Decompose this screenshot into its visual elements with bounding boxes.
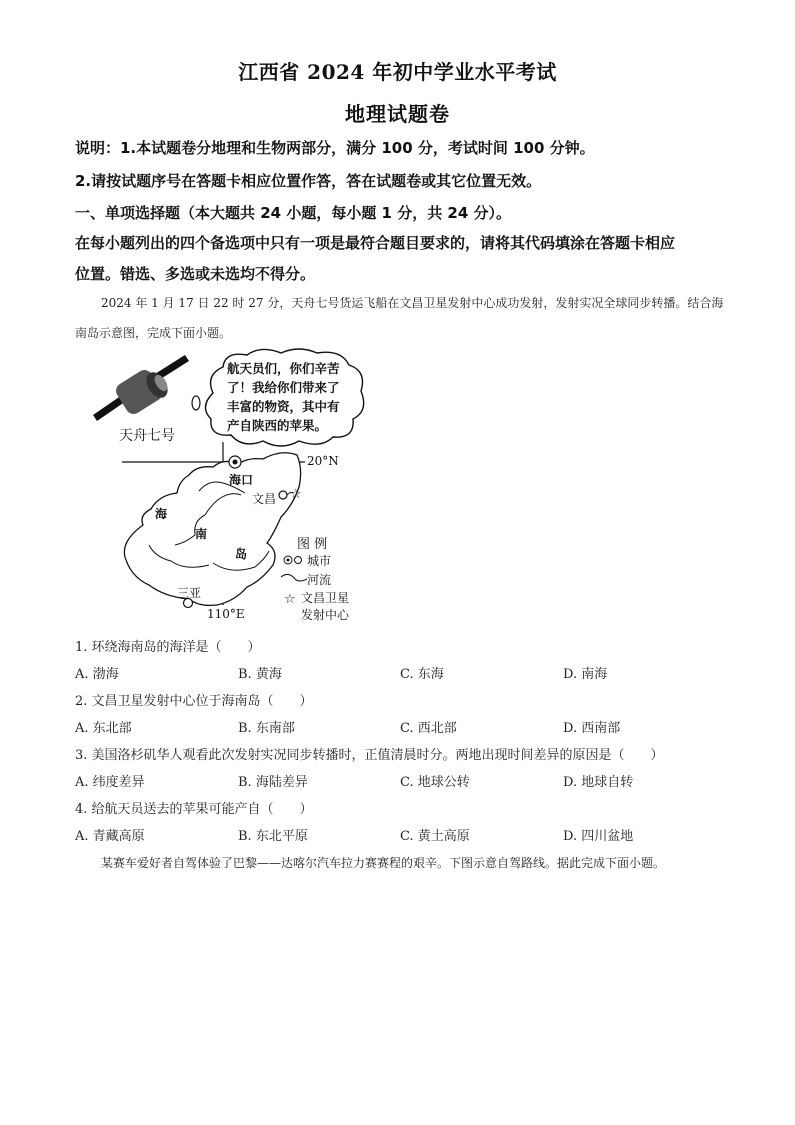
longitude-label: 110°E <box>207 607 245 621</box>
instruction-line-2: 2.请按试题序号在答题卡相应位置作答，答在试题卷或其它位置无效。 <box>75 172 542 190</box>
q4-option-d[interactable]: D. 四川盆地 <box>563 829 634 844</box>
section-title: 一、单项选择题（本大题共 24 小题，每小题 1 分，共 24 分）。 <box>75 204 512 222</box>
q3-option-c[interactable]: C. 地球公转 <box>400 775 470 790</box>
exam-title: 江西省 2024 年初中学业水平考试 <box>238 60 557 84</box>
q2-option-d[interactable]: D. 西南部 <box>563 721 621 736</box>
question-4-stem: 4. 给航天员送去的苹果可能产自（ ） <box>75 802 313 817</box>
hainan-map-figure <box>85 345 385 625</box>
q2-option-c[interactable]: C. 西北部 <box>400 721 457 736</box>
island-char-1: 海 <box>155 507 168 521</box>
island-char-3: 岛 <box>235 547 248 561</box>
bubble-line: 产自陕西的苹果。 <box>227 418 328 433</box>
passage-2: 某赛车爱好者自驾体验了巴黎——达喀尔汽车拉力赛赛程的艰辛。下图示意自驾路线。据此完成下面小题。 <box>101 856 666 870</box>
spacecraft-icon <box>93 355 189 421</box>
svg-text:☆: ☆ <box>290 487 302 502</box>
q3-option-a[interactable]: A. 纬度差异 <box>75 775 145 790</box>
section-desc-2: 位置。错选、多选或未选均不得分。 <box>75 265 316 283</box>
spacecraft-label: 天舟七号 <box>119 428 175 444</box>
legend-river: 河流 <box>307 573 332 587</box>
question-3-stem: 3. 美国洛杉矶华人观看此次发射实况同步转播时，正值清晨时分。两地出现时间差异的原因是（ ） <box>75 748 664 763</box>
city-haikou: 海口 <box>229 473 254 487</box>
q3-option-d[interactable]: D. 地球自转 <box>563 775 634 790</box>
question-1-stem: 1. 环绕海南岛的海洋是（ ） <box>75 640 261 655</box>
bubble-line: 了！我给你们带来了 <box>227 380 340 395</box>
exam-subtitle: 地理试题卷 <box>345 102 450 126</box>
city-wenchang: 文昌 <box>252 492 277 506</box>
q4-option-b[interactable]: B. 东北平原 <box>238 829 308 844</box>
q1-option-b[interactable]: B. 黄海 <box>238 667 282 682</box>
legend-city: 城市 <box>307 554 332 568</box>
q2-option-b[interactable]: B. 东南部 <box>238 721 295 736</box>
legend-title: 图 例 <box>297 537 328 552</box>
instruction-line-1: 说明：1.本试题卷分地理和生物两部分，满分 100 分，考试时间 100 分钟。 <box>75 139 595 157</box>
section-desc-1: 在每小题列出的四个备选项中只有一项是最符合题目要求的，请将其代码填涂在答题卡相应 <box>75 234 676 252</box>
island-char-2: 南 <box>195 527 208 541</box>
q1-option-c[interactable]: C. 东海 <box>400 667 444 682</box>
city-sanya: 三亚 <box>177 586 202 600</box>
latitude-label: 20°N <box>307 454 339 468</box>
q1-option-a[interactable]: A. 渤海 <box>75 667 119 682</box>
bubble-line: 航天员们，你们辛苦 <box>227 361 340 376</box>
q2-option-a[interactable]: A. 东北部 <box>75 721 132 736</box>
bubble-line: 丰富的物资，其中有 <box>227 399 340 414</box>
q4-option-c[interactable]: C. 黄土高原 <box>400 829 470 844</box>
q1-option-d[interactable]: D. 南海 <box>563 667 608 682</box>
question-2-stem: 2. 文昌卫星发射中心位于海南岛（ ） <box>75 694 313 709</box>
passage-1: 2024 年 1 月 17 日 22 时 27 分，天舟七号货运飞船在文昌卫星发射中心成功发射，发射实况全球同步转播。结合海南岛示意图，完成下面小题。 <box>75 296 724 340</box>
q3-option-b[interactable]: B. 海陆差异 <box>238 775 308 790</box>
q4-option-a[interactable]: A. 青藏高原 <box>75 829 145 844</box>
legend-launch-1: 文昌卫星 <box>301 591 350 605</box>
speech-bubble-text <box>227 359 355 435</box>
legend-launch-2: 发射中心 <box>301 608 350 622</box>
svg-text:☆: ☆ <box>284 592 296 607</box>
